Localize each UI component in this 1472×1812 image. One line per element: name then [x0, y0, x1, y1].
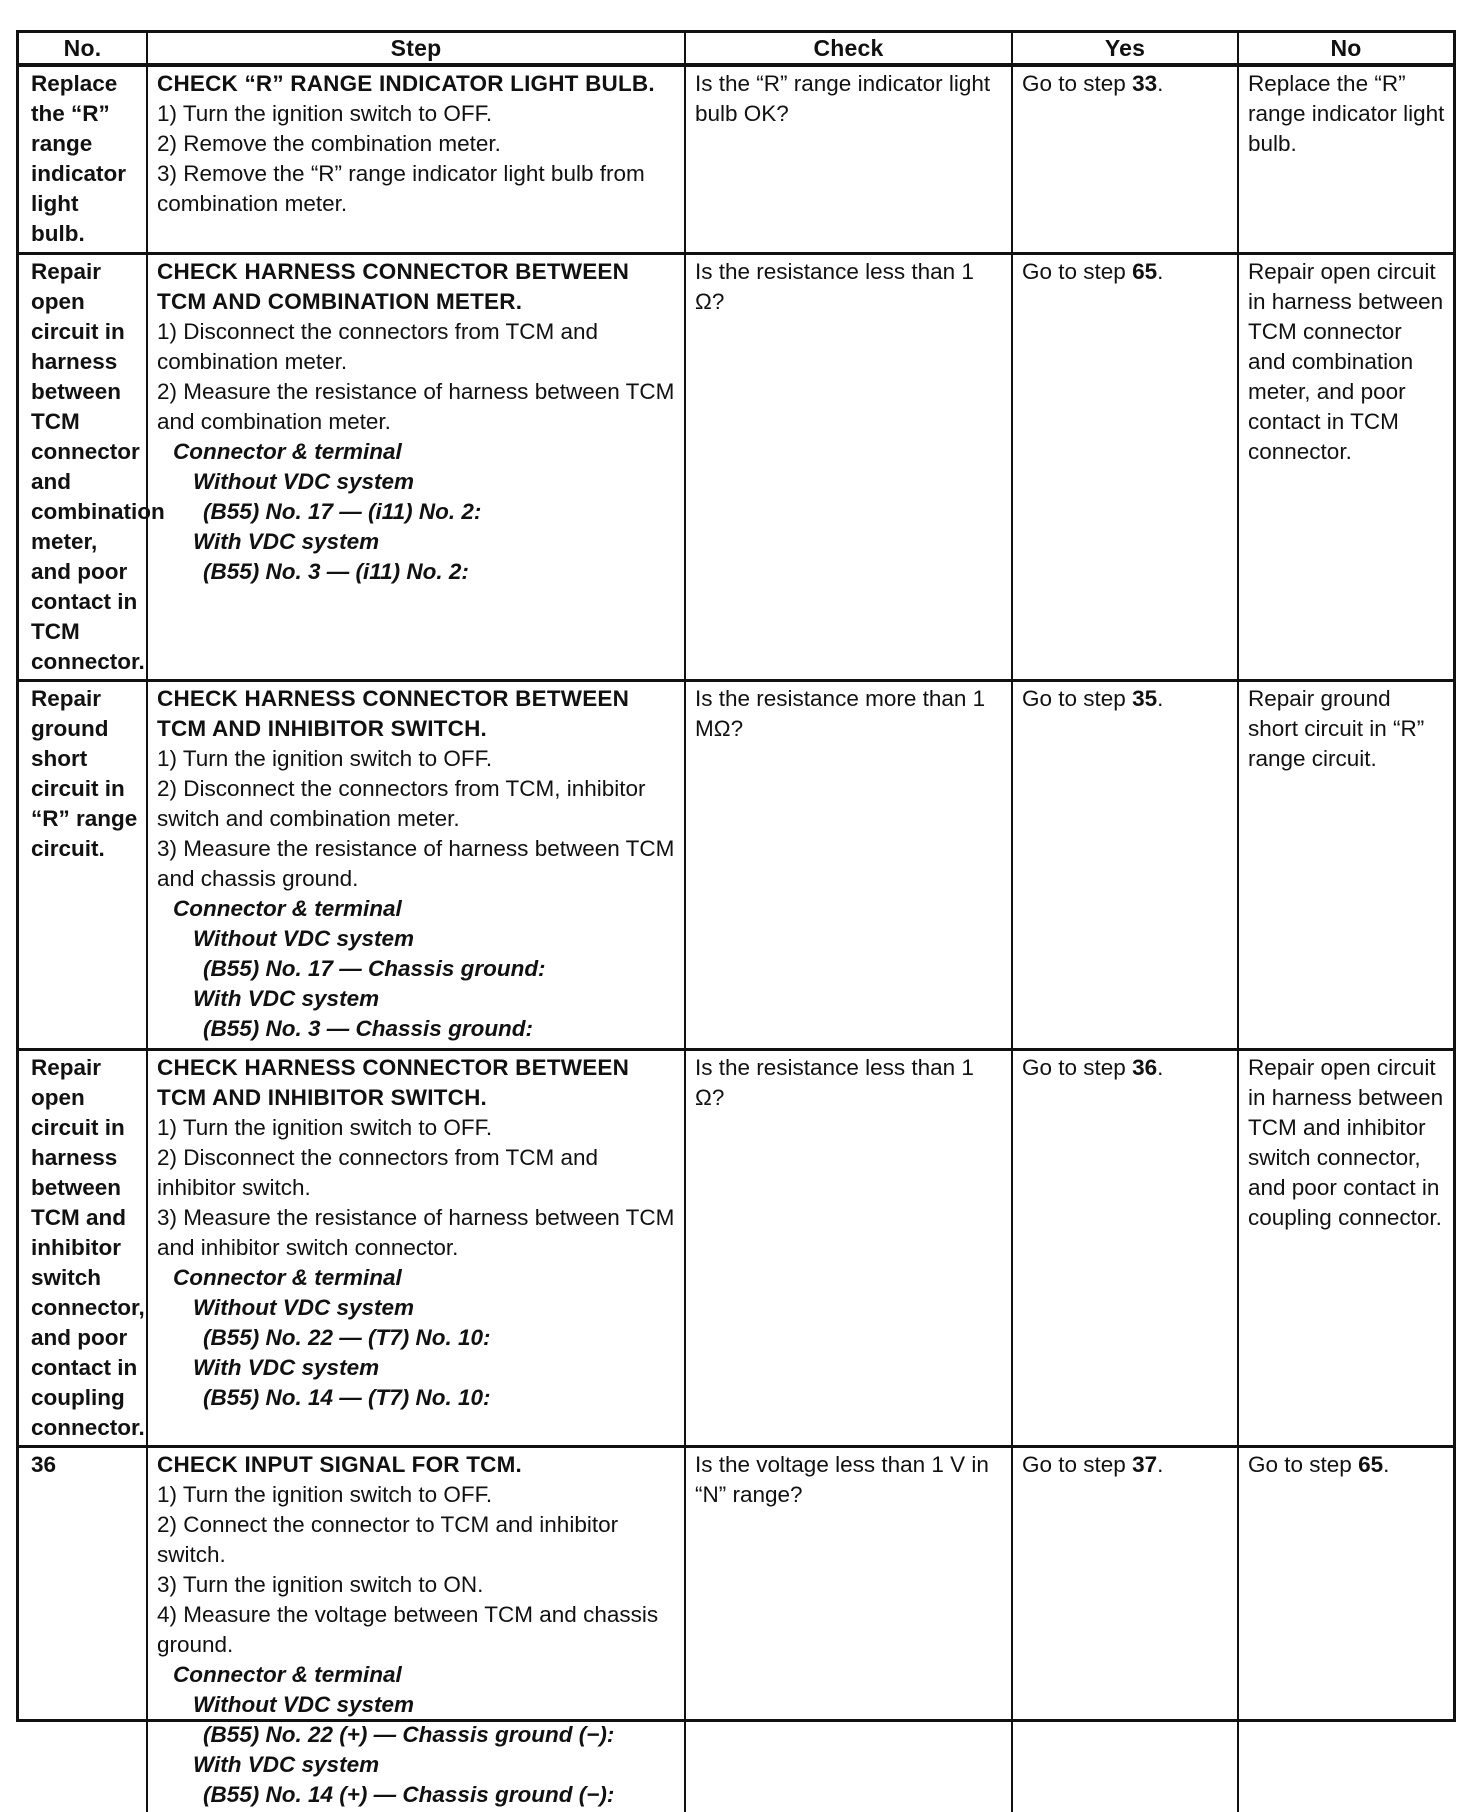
no-cell: Replace the “R” range indicator light bulb. [1238, 65, 1453, 253]
with-vdc-label: With VDC system [193, 1354, 380, 1380]
yes-prefix: Go to step [1022, 685, 1133, 711]
without-vdc-terminal: (B55) No. 17 — Chassis ground: [203, 955, 546, 981]
step-number: Repair open circuit in harness between TCM connector and combination meter, and poor contact in TCM connector. [19, 253, 147, 680]
step-instruction: 2) Disconnect the connectors from TCM, inhibitor switch and combination meter. [157, 775, 646, 831]
yes-suffix: . [1157, 685, 1164, 711]
no-prefix: Go to step [1248, 1451, 1359, 1477]
without-vdc-terminal: (B55) No. 17 — (i11) No. 2: [203, 498, 482, 524]
yes-suffix: . [1157, 1451, 1164, 1477]
step-instruction: 2) Connect the connector to TCM and inhibitor switch. [157, 1511, 619, 1567]
step-cell [147, 253, 685, 680]
yes-step-link: 35 [1132, 685, 1158, 711]
no-cell: Repair open circuit in harness between TCM and inhibitor switch connector, and poor contact in coupling connector. [1238, 1049, 1453, 1446]
yes-cell [1012, 65, 1238, 253]
yes-step-link: 37 [1132, 1451, 1158, 1477]
connector-terminal-label: Connector & terminal [173, 1264, 402, 1290]
step-instruction: 1) Turn the ignition switch to OFF. [157, 1481, 493, 1507]
diagnostic-procedure-table [16, 30, 1456, 1807]
yes-cell [1012, 680, 1238, 1049]
step-instruction: 2) Measure the resistance of harness between TCM and combination meter. [157, 378, 675, 434]
check-cell: Is the voltage less than 1 V in “N” range? [685, 1446, 1012, 1812]
no-cell [1238, 1446, 1453, 1812]
header-no-result: No [1238, 33, 1453, 65]
without-vdc-label: Without VDC system [193, 925, 415, 951]
with-vdc-terminal: (B55) No. 14 — (T7) No. 10: [203, 1384, 491, 1410]
check-cell: Is the “R” range indicator light bulb OK? [685, 65, 1012, 253]
step-instruction: 2) Disconnect the connectors from TCM and inhibitor switch. [157, 1144, 599, 1200]
table-row [19, 65, 1453, 253]
without-vdc-terminal: (B55) No. 22 — (T7) No. 10: [203, 1324, 491, 1350]
no-step-link: 65 [1358, 1451, 1384, 1477]
step-number: Replace the “R” range indicator light bulb. [31, 71, 127, 246]
without-vdc-label: Without VDC system [193, 468, 415, 494]
yes-cell [1012, 1446, 1238, 1812]
step-number: Repair open circuit in harness between TCM and inhibitor switch connector, and poor contact in coupling connector. [19, 1049, 147, 1446]
no-cell: Repair ground short circuit in “R” range circuit. [1238, 680, 1453, 1049]
yes-suffix: . [1157, 71, 1164, 96]
without-vdc-label: Without VDC system [193, 1294, 415, 1320]
yes-step-link: 33 [1132, 71, 1158, 96]
yes-prefix: Go to step [1022, 258, 1133, 284]
with-vdc-label: With VDC system [193, 528, 380, 554]
table-row [19, 1446, 1453, 1812]
step-cell [147, 65, 685, 253]
with-vdc-terminal: (B55) No. 3 — Chassis ground: [203, 1015, 534, 1041]
with-vdc-label: With VDC system [193, 985, 380, 1011]
step-title: CHECK “R” RANGE INDICATOR LIGHT BULB. [157, 71, 655, 96]
step-instruction: 3) Remove the “R” range indicator light bulb from combination meter. [157, 161, 645, 216]
check-cell: Is the resistance more than 1 MΩ? [685, 680, 1012, 1049]
step-instruction: 2) Remove the combination meter. [157, 131, 501, 156]
table-row [19, 253, 1453, 680]
step-instruction: 4) Measure the voltage between TCM and chassis ground. [157, 1601, 659, 1657]
with-vdc-label: With VDC system [193, 1751, 380, 1777]
table-row [19, 680, 1453, 1049]
step-instruction: 1) Turn the ignition switch to OFF. [157, 1114, 493, 1140]
header-row [19, 33, 1453, 65]
step-cell [147, 680, 685, 1049]
with-vdc-terminal: (B55) No. 14 (+) — Chassis ground (−): [203, 1781, 615, 1807]
yes-suffix: . [1157, 1054, 1164, 1080]
check-cell: Is the resistance less than 1 Ω? [685, 253, 1012, 680]
yes-prefix: Go to step [1022, 1054, 1133, 1080]
without-vdc-terminal: (B55) No. 22 (+) — Chassis ground (−): [203, 1721, 615, 1747]
step-instruction: 1) Disconnect the connectors from TCM and combination meter. [157, 318, 599, 374]
step-title: CHECK HARNESS CONNECTOR BETWEEN TCM AND INHIBITOR SWITCH. [157, 1054, 630, 1110]
header-no: No. [19, 33, 147, 65]
step-instruction: 3) Turn the ignition switch to ON. [157, 1571, 484, 1597]
step-instruction: 3) Measure the resistance of harness between TCM and chassis ground. [157, 835, 675, 891]
yes-step-link: 36 [1132, 1054, 1158, 1080]
table-row [19, 1049, 1453, 1446]
no-cell: Repair open circuit in harness between TCM connector and combination meter, and poor contact in TCM connector. [1238, 253, 1453, 680]
yes-cell [1012, 1049, 1238, 1446]
check-cell: Is the resistance less than 1 Ω? [685, 1049, 1012, 1446]
step-instruction: 3) Measure the resistance of harness between TCM and inhibitor switch connector. [157, 1204, 675, 1260]
step-title: CHECK INPUT SIGNAL FOR TCM. [157, 1451, 522, 1477]
step-instruction: 1) Turn the ignition switch to OFF. [157, 745, 493, 771]
without-vdc-label: Without VDC system [193, 1691, 415, 1717]
connector-terminal-label: Connector & terminal [173, 1661, 402, 1687]
troubleshooting-table [19, 33, 1453, 1812]
header-check: Check [685, 33, 1012, 65]
step-title: CHECK HARNESS CONNECTOR BETWEEN TCM AND INHIBITOR SWITCH. [157, 685, 630, 741]
step-cell [147, 1049, 685, 1446]
step-number: Repair ground short circuit in “R” range circuit. [19, 680, 147, 1049]
step-title: CHECK HARNESS CONNECTOR BETWEEN TCM AND COMBINATION METER. [157, 258, 630, 314]
with-vdc-terminal: (B55) No. 3 — (i11) No. 2: [203, 558, 469, 584]
step-instruction: 1) Turn the ignition switch to OFF. [157, 101, 493, 126]
header-yes: Yes [1012, 33, 1238, 65]
header-step: Step [147, 33, 685, 65]
yes-cell [1012, 253, 1238, 680]
yes-prefix: Go to step [1022, 71, 1133, 96]
no-suffix: . [1383, 1451, 1390, 1477]
step-cell [147, 1446, 685, 1812]
yes-prefix: Go to step [1022, 1451, 1133, 1477]
yes-step-link: 65 [1132, 258, 1158, 284]
connector-terminal-label: Connector & terminal [173, 438, 402, 464]
step-number: 36 [19, 1446, 147, 1812]
yes-suffix: . [1157, 258, 1164, 284]
connector-terminal-label: Connector & terminal [173, 895, 402, 921]
